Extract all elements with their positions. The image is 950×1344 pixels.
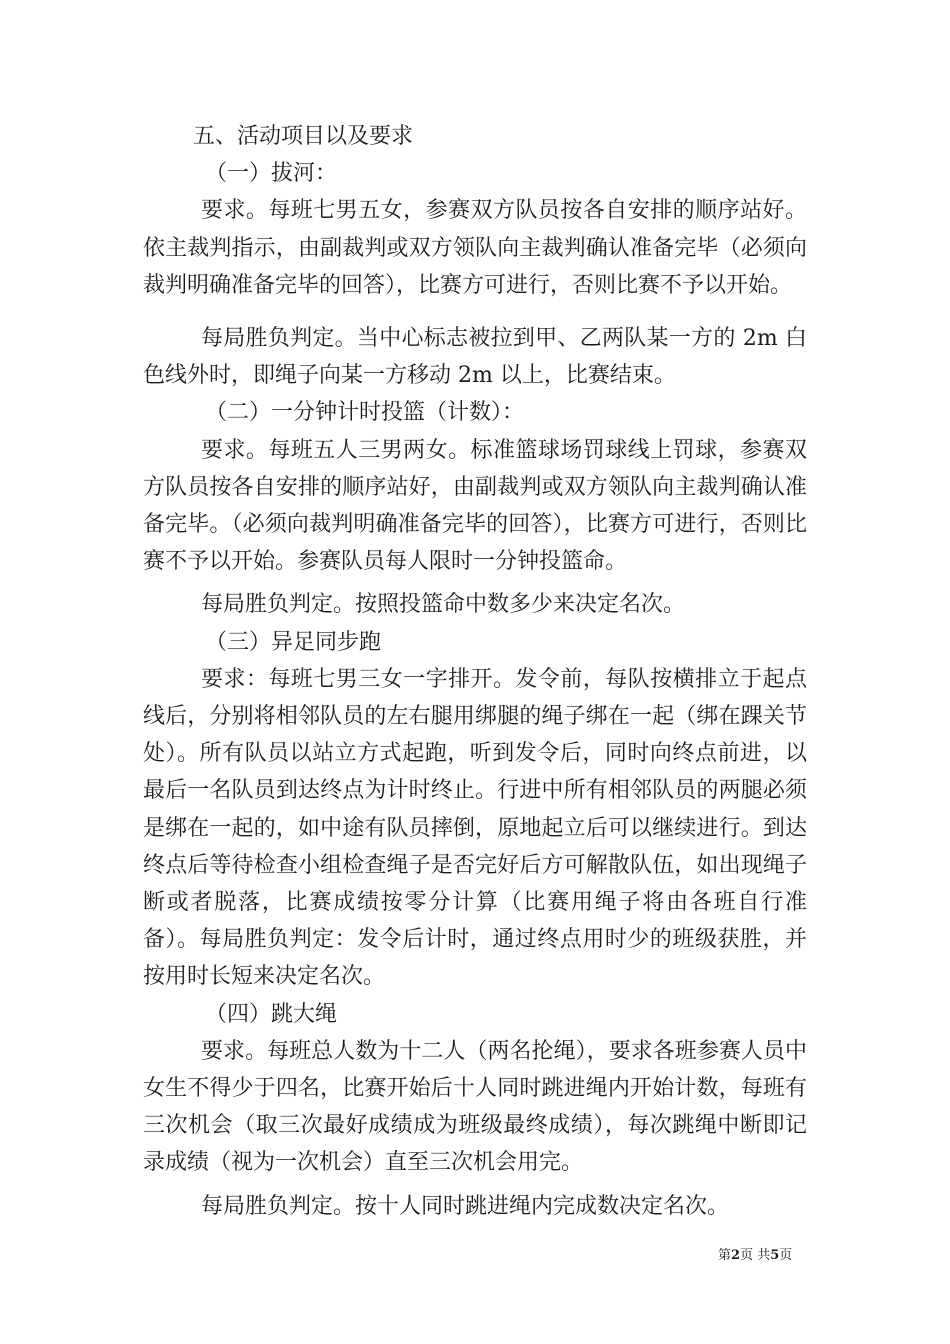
paragraph: 要求。每班七男五女，参赛双方队员按各自安排的顺序站好。依主裁判指示，由副裁判或双方领队向主裁判确认准备完毕（必须向裁判明确准备完毕的回答），比赛方可进行，否则比赛不予以开始。 — [143, 198, 807, 298]
section-title: 五、活动项目以及要求 — [193, 124, 414, 149]
paragraph: 要求：每班七男三女一字排开。发令前，每队按横排立于起点线后，分别将相邻队员的左右腿用绑腿的绳子绑在一起（绑在踝关节处）。所有队员以站立方式起跑，听到发令后，同时向终点前进，以最后一名队员到达终点为计时终止。行进中所有相邻队员的两腿必须是绑在一起的，如中途有队员摔倒，原地起立后可以继续进行。到达终点后等待检查小组检查绳子是否完好后方可解散队伍，如出现绳子断或者脱落，比赛成绩按零分计算（比赛用绳子将由各班自行准备）。每局胜负判定：发令后计时，通过终点用时少的班级获胜，并按用时长短来决定名次。 — [143, 666, 807, 990]
paragraph: 要求。每班五人三男两女。标准篮球场罚球线上罚球，参赛双方队员按各自安排的顺序站好，由副裁判或双方领队向主裁判确认准备完毕。（必须向裁判明确准备完毕的回答），比赛方可进行，否则比赛不予以开始。参赛队员每人限时一分钟投篮命。 — [143, 437, 807, 575]
paragraph: 每局胜负判定。当中心标志被拉到甲、乙两队某一方的 2m 白色线外时，即绳子向某一方移动 2m 以上，比赛结束。 — [143, 326, 807, 389]
paragraph: 要求。每班总人数为十二人（两名抡绳），要求各班参赛人员中女生不得少于四名，比赛开始后十人同时跳进绳内开始计数，每班有三次机会（取三次最好成绩成为班级最终成绩），每次跳绳中断即记录成绩（视为一次机会）直至三次机会用完。 — [143, 1038, 807, 1176]
footer-middle: 页 共 — [740, 1248, 771, 1263]
total-pages-number: 5 — [770, 1248, 780, 1263]
page-number-footer — [718, 1248, 838, 1264]
footer-suffix: 页 — [779, 1248, 793, 1263]
paragraph: 每局胜负判定。按十人同时跳进绳内完成数决定名次。 — [201, 1193, 730, 1219]
document-body — [143, 118, 807, 1225]
paragraph: 每局胜负判定。按照投篮命中数多少来决定名次。 — [201, 592, 686, 618]
current-page-number: 2 — [731, 1248, 741, 1263]
item-heading-basketball: （二）一分钟计时投篮（计数）： — [205, 400, 525, 426]
item-heading-tug-of-war: （一）拔河： — [205, 161, 338, 187]
footer-prefix: 第 — [718, 1248, 732, 1263]
item-heading-three-legged-race: （三）异足同步跑 — [205, 629, 382, 655]
item-heading-jump-rope: （四）跳大绳 — [205, 1001, 338, 1027]
